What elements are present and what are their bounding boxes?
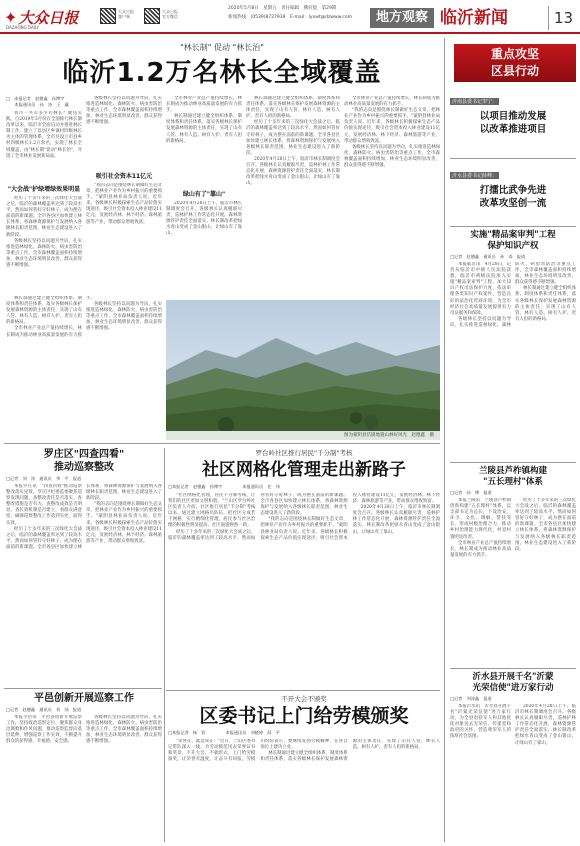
weibo-label: 大众日报 官方微信 <box>162 9 178 19</box>
main-col-2 <box>86 96 162 292</box>
paragraph: "我的志向是围绕林长制做好生态文章，把林业产业作为乡村振兴的重要抓手。"蒙阴县林业局负责人说。近年来，各级林长积极探索生态产品价值实现途径，吸引社会资本投入林业建设11亿元，发展经济林、林下经济、森林旅游等产业，带动群众增收致富。 <box>86 502 162 544</box>
section-divider <box>450 158 576 159</box>
paragraph: "我的志向是围绕林长制做好生态文章，把林业产业作为乡村振兴的重要抓手。"蒙阴县林业局负责人说。近年来，各级林长积极探索生态产品价值实现途径，吸引社会资本投入林业建设11亿元，发展经济林、林下经济、森林旅游等产业，带动群众增收致富。 <box>344 108 440 144</box>
main-lead <box>6 111 82 181</box>
subhead-3: 绿山有了"靠山" <box>182 191 226 198</box>
paragraph: 经历了十多年来的三次绿化大会战之后，临沂的森林覆盖率达到了较高水平。然而如何管好守好林子，成为摆在面前的新课题。全市各县区加快建立林长体系，将森林资源保护与发展纳入各级林长职责范围，林业生态建设进入了新阶段。 <box>246 120 340 156</box>
left-bottom-body <box>6 715 162 839</box>
paragraph: "社区网格化管理，居民千分制考核，让我们的社区更加文明和谐。"兰山区罗台岭社区负责人介绍，社区推行居民"千分制"考核以来，通过建立网格员队伍，把社区分成若干网格，实行精细化管理，居民参与社区治理的积极性明显提高，社区面貌焕然一新。 <box>168 493 256 529</box>
article-2-body <box>450 498 576 666</box>
subhead-2: 吸引社会资本11亿元 <box>95 173 153 180</box>
article-2-headline: 兰陵县芦柞镇构建 "五长理村"体系 <box>478 466 547 487</box>
brief-2-headline: 打擂比武争先进 改革攻坚创一流 <box>479 185 547 209</box>
paragraph: "我的志向是围绕林长制做好生态文章，把林业产业作为乡村振兴的重要抓手。"蒙阴县林业局负责人说。近年来，各级林长积极探索生态产品价值实现途径，吸引社会资本投入林业建设11亿元，发展经济林、林下经济、森林旅游等产业，带动群众增收致富。 <box>86 183 162 225</box>
main-col-1-body <box>6 196 82 291</box>
right-article-2 <box>450 466 576 666</box>
paragraph: 本报临沂讯 4月28日，记者从临沂市中级人民法院获悉，临沂市两级法院深入实施"精品案审判"工程，加大知识产权司法保护力度，依法审理各类知识产权案件，营造良好的法治化营商环境，为全市经济社会高质量发展提供有力司法服务和保障。 <box>450 262 511 316</box>
page-number: 13 <box>548 6 578 30</box>
section-divider <box>450 226 576 227</box>
left-mid-story <box>6 448 162 686</box>
dazhong-logo-icon: ✦ <box>4 7 18 27</box>
main-col-5-body <box>344 96 440 292</box>
left-bottom-headline: 平邑创新开展巡察工作 <box>34 693 134 704</box>
paragraph: 2020年4月28日上午，临沂市林长制调度会召开。各级林长认真履职尽责，巡林护林工作常态化开展，森林资源管护责任全面落实。林长制改革把绿水青山变成了金山银山，让绿山有了靠山。 <box>352 505 440 535</box>
section-divider <box>4 688 162 689</box>
paragraph: 全市林业产业总产值持续增长，林长制成为推动林业高质量发展的有力抓手。 <box>166 96 242 114</box>
main-col-3-body <box>166 96 242 186</box>
main-col-bottom <box>6 296 162 440</box>
subhead-1: "大会战"护绿增绿效果明显 <box>7 186 81 193</box>
right-banner: 重点攻坚 区县行动 <box>454 44 576 82</box>
mountain-landscape-image <box>166 300 440 440</box>
center-bottom-bylines <box>168 730 440 736</box>
center-bottom-kicker: 不开大会不颁奖 <box>281 695 327 703</box>
main-bottom-body <box>6 296 162 436</box>
center-mid-body <box>168 493 440 669</box>
article-3-body <box>450 704 576 838</box>
brief-1-headline: 以项目推动发展 以改革推进项目 <box>479 111 547 135</box>
column-divider <box>444 38 445 842</box>
right-brief-2 <box>450 162 576 222</box>
paragraph: 本报平邑讯 平邑县创新开展巡察工作，坚持政治巡察定位，聚焦群众身边腐败和作风问题，推动巡察监督向基层延伸，增强巡察工作实效，不断提升群众的获得感、幸福感、安全感。 <box>6 715 82 745</box>
client-label: 大众日报 客户端 <box>118 9 134 19</box>
paragraph: 经历了十多年来的三次绿化大会战之后，临沂的森林覆盖率达到了较高水平。然而如何管好守好林子，成为摆在面前的新课题。全市各县区加快建立林长体系，将森林资源保护与发展纳入各级林长职责范围，林业生态建设进入了新阶段。 <box>168 493 348 541</box>
brief-1-tag: 沂南县委书记李宁： <box>452 99 498 105</box>
main-byline: □ 本报记者 赵德鑫 孙博宇 本报通讯员 孙 涛 王 赢 <box>6 96 69 107</box>
paragraph: 经历了十多年来的三次绿化大会战之后，临沂的森林覆盖率达到了较高水平。然而如何管好守好林子，成为摆在面前的新课题。全市各县区加快建立林长体系，将森林资源保护与发展纳入各级林长职责范围，林业生态建设进入了新阶段。 <box>6 484 162 550</box>
main-col-3 <box>166 96 242 292</box>
center-mid-story <box>168 448 440 688</box>
main-col-4-body <box>246 96 340 292</box>
right-brief-1 <box>450 88 576 156</box>
center-mid-byline-1: □本报记者 赵德鑫 孙博宇 <box>168 484 223 489</box>
paragraph: 林长制通过建立健全组织体系、制度体系和责任体系，落实各级林长保护发展森林资源的主体责任，实现了山有人管、林有人造、树有人护、责有人担的新格局。 <box>260 739 440 763</box>
section-title: 临沂新闻 <box>440 8 508 28</box>
center-bottom-body <box>168 739 440 829</box>
article-1-body <box>450 262 576 458</box>
main-col-2-body2 <box>86 183 162 293</box>
paragraph: 各级林长坚持以问题为导向，扎实推进造林绿化、森林防火、病虫害防治等重点工作，全市森林覆盖面积持续增加，林业生态环境明显改善，群众获得感不断增强。 <box>86 715 162 745</box>
main-col-1 <box>6 96 82 292</box>
section-tag: 地方观察 <box>370 8 434 28</box>
left-bottom-story <box>6 692 162 842</box>
column-divider <box>164 448 165 842</box>
paragraph: 2020年4月28日上午，临沂市林长制调度会召开。各级林长认真履职尽责，巡林护林工作常态化开展，森林资源管护责任全面落实。林长制改革把绿水青山变成了金山银山，让绿山有了靠山。 <box>246 156 340 187</box>
center-mid-bylines <box>168 484 440 490</box>
main-col-2-body <box>86 96 162 168</box>
paragraph: 全市林业产业总产值持续增长，林长制成为推动林业高质量发展的有力抓手。 <box>450 540 511 558</box>
section-divider <box>4 443 440 444</box>
right-article-3 <box>450 672 576 842</box>
section-divider <box>450 462 576 463</box>
article-1-byline: □记者 赵德鑫 通讯员 孙 涛 报道 <box>450 254 526 259</box>
main-col-4 <box>246 96 340 296</box>
left-mid-byline: □记者 刘 涛 通讯员 李 平 报道 <box>6 476 82 481</box>
center-bottom-story <box>168 694 440 842</box>
article-2-byline: □记者 孙 博 报道 <box>450 490 492 495</box>
left-mid-body <box>6 484 162 684</box>
paragraph: 经历了十多年来的三次绿化大会战之后，临沂的森林覆盖率达到了较高水平。然而如何管好守好林子，成为摆在面前的新课题。全市各县区加快建立林长体系，将森林资源保护与发展纳入各级林长职责范围，林业生态建设进入了新阶段。 <box>515 498 576 552</box>
paragraph: 本报沂水讯 沂水县开展千名"沂蒙光荣信使"进万家行动，为全县退役军人和其他优抚对象送去光荣信，传递党和政府的关怀，营造尊崇军人的浓厚社会氛围。 <box>450 704 511 740</box>
paragraph: 各级林长坚持以问题为导向，扎实推进造林绿化、森林防火、病虫害防治等重点工作，全市森林覆盖面积持续增加，林业生态环境明显改善，群众获得感不断增强。 <box>344 144 440 169</box>
paragraph: "我的志向是围绕林长制做好生态文章，把林业产业作为乡村振兴的重要抓手。"蒙阴县林业局负责人说。近年来，各级林长积极探索生态产品价值实现途径，吸引社会资本投入林业建设11亿元，发展经济林、林下经济、森林旅游等产业，带动群众增收致富。 <box>260 493 440 541</box>
paragraph: 林长制通过建立健全组织体系、制度体系和责任体系，落实各级林长保护发展森林资源的主体责任，实现了山有人管、林有人造、树有人护、责有人担的新格局。 <box>246 96 340 120</box>
main-col-5 <box>344 96 440 296</box>
left-bottom-byline: □记者 赵德鑫 通讯员 刘 灿 报道 <box>6 707 82 712</box>
paragraph: 2020年4月28日上午，临沂市林长制调度会召开。各级林长认真履职尽责，巡林护林工作常态化开展，森林资源管护责任全面落实。林长制改革把绿水青山变成了金山银山，让绿山有了靠山。 <box>515 704 576 746</box>
center-bottom-byline-1: □本报记者 杨 钦 <box>168 730 206 735</box>
qr-code-icon <box>100 8 116 24</box>
center-mid-byline-2: 本报通讯员 任 伟 <box>242 484 280 489</box>
main-kicker: "林长制" 促动 "林长治" <box>180 43 264 52</box>
lead-paragraph: 我市一共有多少名林长？聚焦实践。自2019年3月份在全国推行林长制改革以来，临沂市全面启动并推进林长制工作，建立了以县区乡镇村四级林长为主体的管理体系，全市共设立市县乡村四级林长1.2万余名，实现了林长全域覆盖，由"林长制"促动"林长治"，开创了全市林业发展新局面。 <box>6 111 82 159</box>
header-info <box>228 4 370 28</box>
right-article-1 <box>450 230 576 460</box>
left-mid-headline: 罗庄区"四查四看" 推动巡察整改 <box>43 449 125 473</box>
article-1-headline: 实施"精品案审判"工程 保护知识产权 <box>470 230 556 251</box>
paragraph: "荣誉在，就是我在！"近日，兰山区委书记带队深入一线，为劳动模范送去荣誉证书和奖章，不开大会、不搞形式，上门给劳模颁奖，让荣誉有温度，让奋斗有回报。劳模们纷纷表示，要继续发扬劳模精神，在各自岗位上建功立业。 <box>168 739 348 763</box>
paragraph: 各级林长坚持以问题为导向，扎实推进造林绿化、森林防火、病虫害防治等重点工作，全市森林覆盖面积持续增加，林业生态环境明显改善，群众获得感不断增强。 <box>6 238 82 269</box>
paragraph: 本报兰陵讯 兰陵县芦柞镇创新构建"五长理村"体系，以支部书记为总长，下设治安、环卫、文化、调解、帮扶等长，形成村级治理合力，推动乡村治理能力现代化，村容村貌明显改善。 <box>450 498 511 540</box>
paragraph: 各级林长坚持以问题为导向，扎实推进造林绿化、森林防火、病虫害防治等重点工作，全市森林覆盖面积持续增加，林业生态环境明显改善，群众获得感不断增强。 <box>86 302 162 332</box>
contact-line: 新闻热线：(0539)8727939 E-mail：lyxwt@dzwww.com <box>228 15 353 20</box>
center-bottom-byline-2: 本报通讯员 刘晓婷 薛 平 <box>225 730 280 735</box>
paragraph: 各级林长坚持以问题为导向，扎实推进造林绿化、森林防火、病虫害防治等重点工作，全市森林覆盖面积持续增加，林业生态环境明显改善，群众获得感不断增强。 <box>450 262 576 328</box>
paragraph: 全市林业产业总产值持续增长，林长制成为推动林业高质量发展的有力抓手。 <box>344 96 440 108</box>
photo-caption: 图为蒙阴县岱崮地貌山林好风光 赵德鑫 摄 <box>166 431 440 440</box>
paper-name: 大众日报 <box>18 8 79 27</box>
center-bottom-headline: 区委书记上门给劳模颁奖 <box>199 705 409 727</box>
date-line: 2020年5月8日 星期五 责任编辑 佛府提 第29期 <box>228 6 337 11</box>
center-mid-headline: 社区网格化管理走出新路子 <box>202 460 406 480</box>
paragraph: 经历了十多年来的三次绿化大会战之后，临沂的森林覆盖率达到了较高水平。然而如何管好守好林子，成为摆在面前的新课题。全市各县区加快建立林长体系，将森林资源保护与发展纳入各级林长职责范围，林业生态建设进入了新阶段。 <box>6 196 82 238</box>
landscape-photo <box>166 300 440 440</box>
main-headline: 临沂1.2万名林长全域覆盖 <box>62 58 382 88</box>
paragraph: 林长制通过建立健全组织体系、制度体系和责任体系，落实各级林长保护发展森林资源的主体责任，实现了山有人管、林有人造、树有人护、责有人担的新格局。 <box>515 286 576 322</box>
paragraph: 各级林长坚持以问题为导向，扎实推进造林绿化、森林防火、病虫害防治等重点工作，全市森林覆盖面积持续增加，林业生态环境明显改善，群众获得感不断增强。 <box>86 96 162 126</box>
section-divider <box>166 690 440 691</box>
page-header <box>0 0 580 34</box>
paragraph: 本报罗庄讯 "四查四看"推动巡察整改落实见效。罗庄区纪委监委聚焦巡察发现问题，查整改责任是否落实、查整改措施是否有力、查整改成效是否明显、查长效机制是否建立，看群众满意度，确保巡察整改工作落到实处，取得实效。 <box>6 484 82 526</box>
qr-code-icon <box>144 8 160 24</box>
paper-subname: DAZHONG DAILY <box>6 25 40 30</box>
paragraph: 林长制通过建立健全组织体系、制度体系和责任体系，落实各级林长保护发展森林资源的主体责任，实现了山有人管、林有人造、树有人护、责有人担的新格局。 <box>6 296 82 326</box>
article-3-byline: □记者 刘涛鑫 报道 <box>450 696 492 701</box>
article-3-headline: 沂水县开展千名"沂蒙 光荣信使"进万家行动 <box>472 672 554 693</box>
brief-2-tag: 沂水县委书记薛峰： <box>452 173 498 179</box>
paragraph: 2020年4月28日上午，临沂市林长制调度会召开。各级林长认真履职尽责，巡林护林工作常态化开展，森林资源管护责任全面落实。林长制改革把绿水青山变成了金山银山，让绿山有了靠山。 <box>166 201 242 237</box>
paragraph: 林长制通过建立健全组织体系、制度体系和责任体系，落实各级林长保护发展森林资源的主体责任，实现了山有人管、林有人造、树有人护、责有人担的新格局。 <box>166 114 242 144</box>
paragraph: 全市林业产业总产值持续增长，林长制成为推动林业高质量发展的有力抓手。 <box>6 296 95 338</box>
center-mid-kicker: 罗台岭社区推行居民"千分制"考核 <box>255 449 353 457</box>
section-divider <box>450 668 576 669</box>
main-col-3-body2 <box>166 201 242 291</box>
